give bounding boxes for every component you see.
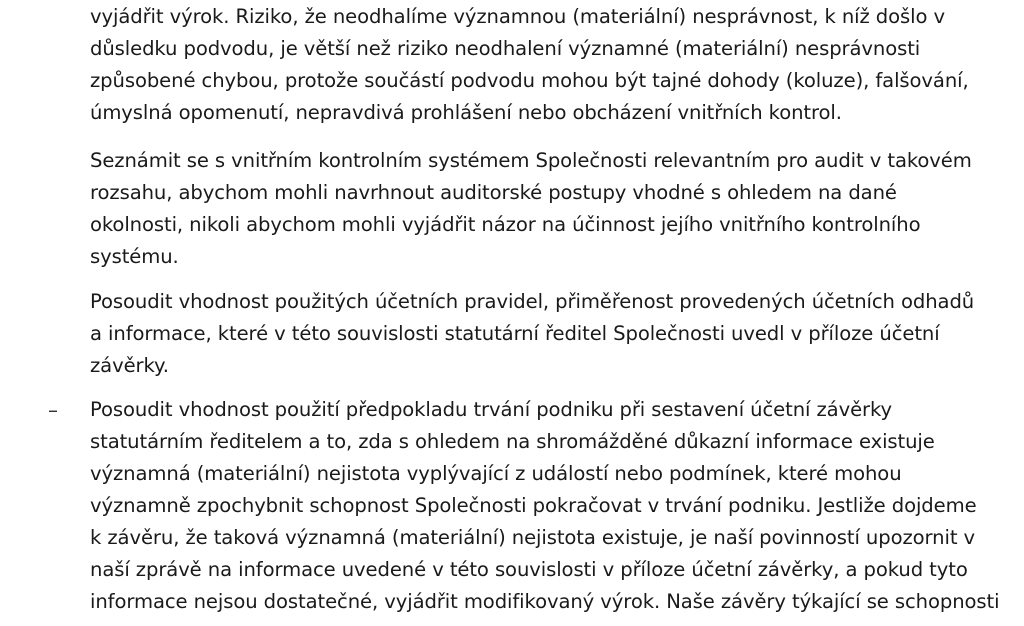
text-line: Posoudit vhodnost použití předpokladu trvání podniku při sestavení účetní závěrky	[90, 398, 893, 421]
text-line: významná (materiální) nejistota vyplývající z událostí nebo podmínek, které mohou	[90, 462, 902, 485]
text-line: systému.	[90, 245, 179, 268]
text-line: rozsahu, abychom mohli navrhnout auditorské postupy vhodné s ohledem na dané	[90, 181, 897, 204]
paragraph-going-concern	[90, 394, 1020, 618]
paragraph-accounting-policies	[90, 286, 1020, 382]
text-line: Posoudit vhodnost použitých účetních pravidel, přiměřenost provedených účetních odhadů	[90, 290, 975, 313]
text-line: významně zpochybnit schopnost Společnosti pokračovat v trvání podniku. Jestliže dojdeme	[90, 494, 977, 517]
text-line: důsledku podvodu, je větší než riziko neodhalení významné (materiální) nesprávnosti	[90, 37, 921, 60]
text-line: statutárním ředitelem a to, zda s ohledem na shromážděné důkazní informace existuje	[90, 430, 935, 453]
bullet-dash: –	[48, 398, 58, 422]
paragraph-internal-control	[90, 145, 1020, 273]
text-line: informace nejsou dostatečné, vyjádřit modifikovaný výrok. Naše závěry týkající se schopnosti	[90, 590, 1000, 613]
text-line: úmyslná opomenutí, nepravdivá prohlášení nebo obcházení vnitřních kontrol.	[90, 101, 842, 124]
text-line: naší zprávě na informace uvedené v této souvislosti v příloze účetní závěrky, a pokud tyto	[90, 558, 968, 581]
text-line: vyjádřit výrok. Riziko, že neodhalíme významnou (materiální) nesprávnost, k níž došlo v	[90, 5, 945, 28]
text-line: závěrky.	[90, 354, 169, 377]
paragraph-fraud-risk	[90, 1, 1020, 129]
text-line: Seznámit se s vnitřním kontrolním systémem Společnosti relevantním pro audit v takovém	[90, 149, 972, 172]
text-line: k závěru, že taková významná (materiální) nejistota existuje, je naší povinností upozornit v	[90, 526, 976, 549]
text-line: okolnosti, nikoli abychom mohli vyjádřit názor na účinnost jejího vnitřního kontrolního	[90, 213, 921, 236]
text-line: způsobené chybou, protože součástí podvodu mohou být tajné dohody (koluze), falšování,	[90, 69, 969, 92]
text-line: a informace, které v této souvislosti statutární ředitel Společnosti uvedl v příloze účetní	[90, 322, 940, 345]
